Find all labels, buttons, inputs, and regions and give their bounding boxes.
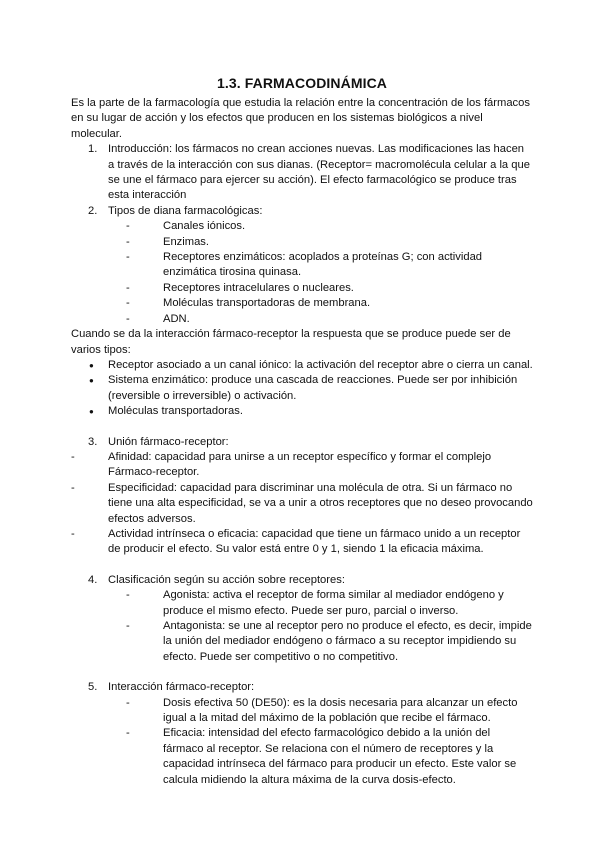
intro-paragraph: Es la parte de la farmacología que estudia la relación entre la concentración de los fármacos en su lugar de acción y los efectos que producen en los sistemas biológicos a nivel molecular. — [71, 97, 530, 140]
list-item — [71, 358, 533, 373]
spacer — [71, 558, 533, 573]
list-item-text: Antagonista: se une al receptor pero no produce el efecto, es decir, impide la unión del mediador endógeno o fármaco a su receptor impidiendo su efecto. Puede ser competitivo o no competitivo. — [163, 620, 532, 663]
section-5 — [71, 680, 533, 695]
list-item-text: Afinidad: capacidad para unirse a un receptor específico y formar el complejo Fármaco-receptor. — [108, 450, 492, 479]
list-item-text: Dosis efectiva 50 (DE50): es la dosis necesaria para alcanzar un efecto igual a la mitad del máximo de la población que recibe el fármaco. — [163, 696, 518, 725]
list-item — [126, 250, 533, 281]
dash-marker: - — [126, 312, 130, 325]
dash-marker: - — [126, 620, 130, 632]
list-item — [126, 619, 533, 665]
bullet-marker: ● — [89, 360, 94, 370]
bullet-marker: ● — [89, 376, 94, 386]
list-item — [126, 219, 533, 234]
interaction-intro-paragraph: Cuando se da la interacción fármaco-receptor la respuesta que se produce puede ser de varios tipos: — [71, 328, 511, 356]
section-5-heading: Interacción fármaco-receptor: — [108, 681, 255, 694]
dash-marker: - — [126, 297, 130, 310]
bullet-marker: ● — [89, 407, 94, 417]
list-item — [71, 481, 533, 527]
list-item — [126, 281, 533, 296]
section-5-number: 5. — [88, 681, 98, 694]
section-3-heading: Unión fármaco-receptor: — [108, 435, 229, 448]
classification-list — [108, 588, 533, 665]
dash-marker: - — [126, 589, 130, 602]
list-item — [126, 296, 533, 311]
section-1 — [71, 142, 533, 204]
list-item-text: ADN. — [163, 312, 190, 325]
dash-marker: - — [126, 235, 130, 248]
section-4-heading: Clasificación según su acción sobre receptores: — [108, 573, 345, 586]
list-item-text: Receptores enzimáticos: acoplados a proteínas G; con actividad enzimática tirosina quinasa. — [163, 251, 483, 279]
section-2-number: 2. — [88, 204, 98, 217]
dash-marker: - — [126, 281, 130, 294]
dash-marker: - — [126, 251, 130, 264]
list-item-text: Eficacia: intensidad del efecto farmacológico debido a la unión del fármaco al receptor. Se relaciona con el número de receptores y la capacidad intrínseca del fármaco para producir un efecto. Este valor se calcula midiendo la altura máxima de la curva dosis-efecto. — [163, 727, 517, 786]
list-item — [126, 726, 533, 788]
dash-marker: - — [126, 220, 130, 233]
spacer — [71, 665, 533, 680]
list-item-text: Receptor asociado a un canal iónico: la activación del receptor abre o cierra un canal. — [108, 358, 533, 371]
list-item — [71, 450, 533, 481]
list-item — [126, 696, 533, 727]
response-types-list — [71, 358, 533, 420]
list-item — [126, 235, 533, 250]
binding-properties-list — [71, 450, 533, 558]
list-item-text: Moléculas transportadoras. — [108, 405, 243, 418]
target-types-list — [108, 219, 533, 327]
list-item — [71, 404, 533, 419]
list-item — [126, 588, 533, 619]
spacer — [71, 420, 533, 435]
dash-marker: - — [126, 696, 130, 709]
dash-marker: - — [71, 450, 75, 463]
list-item-text: Actividad intrínseca o eficacia: capacidad que tiene un fármaco unido a un receptor de producir el efecto. Su valor está entre 0 y 1, siendo 1 la eficacia máxima. — [108, 527, 521, 556]
dash-marker: - — [126, 727, 130, 740]
list-item — [126, 312, 533, 327]
document-page — [71, 74, 533, 788]
list-item-text: Moléculas transportadoras de membrana. — [163, 297, 371, 310]
list-item-text: Canales iónicos. — [163, 220, 246, 233]
section-2-heading: Tipos de diana farmacológicas: — [108, 204, 263, 217]
section-4-number: 4. — [88, 573, 98, 586]
list-item-text: Receptores intracelulares o nucleares. — [163, 281, 354, 294]
list-item — [71, 527, 533, 558]
section-1-text: Introducción: los fármacos no crean acciones nuevas. Las modificaciones las hacen a través de la interacción con sus dianas. (Receptor= macromolécula celular a la que se une el fármaco para ejercer su acción). El efecto farmacológico se produce tras esta interacción — [108, 143, 530, 202]
list-item — [71, 373, 533, 404]
interaction-list — [108, 696, 533, 788]
document-title: 1.3. FARMACODINÁMICA — [216, 75, 387, 91]
list-item-text: Sistema enzimático: produce una cascada de reacciones. Puede ser por inhibición (reversible o irreversible) o activación. — [108, 374, 518, 402]
section-2 — [71, 204, 533, 219]
section-4 — [71, 573, 533, 588]
list-item-text: Agonista: activa el receptor de forma similar al mediador endógeno y produce el mismo efecto. Puede ser puro, parcial o inverso. — [163, 589, 504, 617]
list-item-text: Enzimas. — [163, 235, 210, 248]
section-3-number: 3. — [88, 435, 98, 448]
dash-marker: - — [71, 481, 75, 494]
section-3 — [71, 435, 533, 450]
list-item-text: Especificidad: capacidad para discriminar una molécula de otra. Si un fármaco no tiene una alta especificidad, se va a unir a otros receptores que no deseo provocando efectos adversos. — [108, 481, 533, 525]
section-1-number: 1. — [88, 143, 98, 156]
dash-marker: - — [71, 527, 75, 540]
